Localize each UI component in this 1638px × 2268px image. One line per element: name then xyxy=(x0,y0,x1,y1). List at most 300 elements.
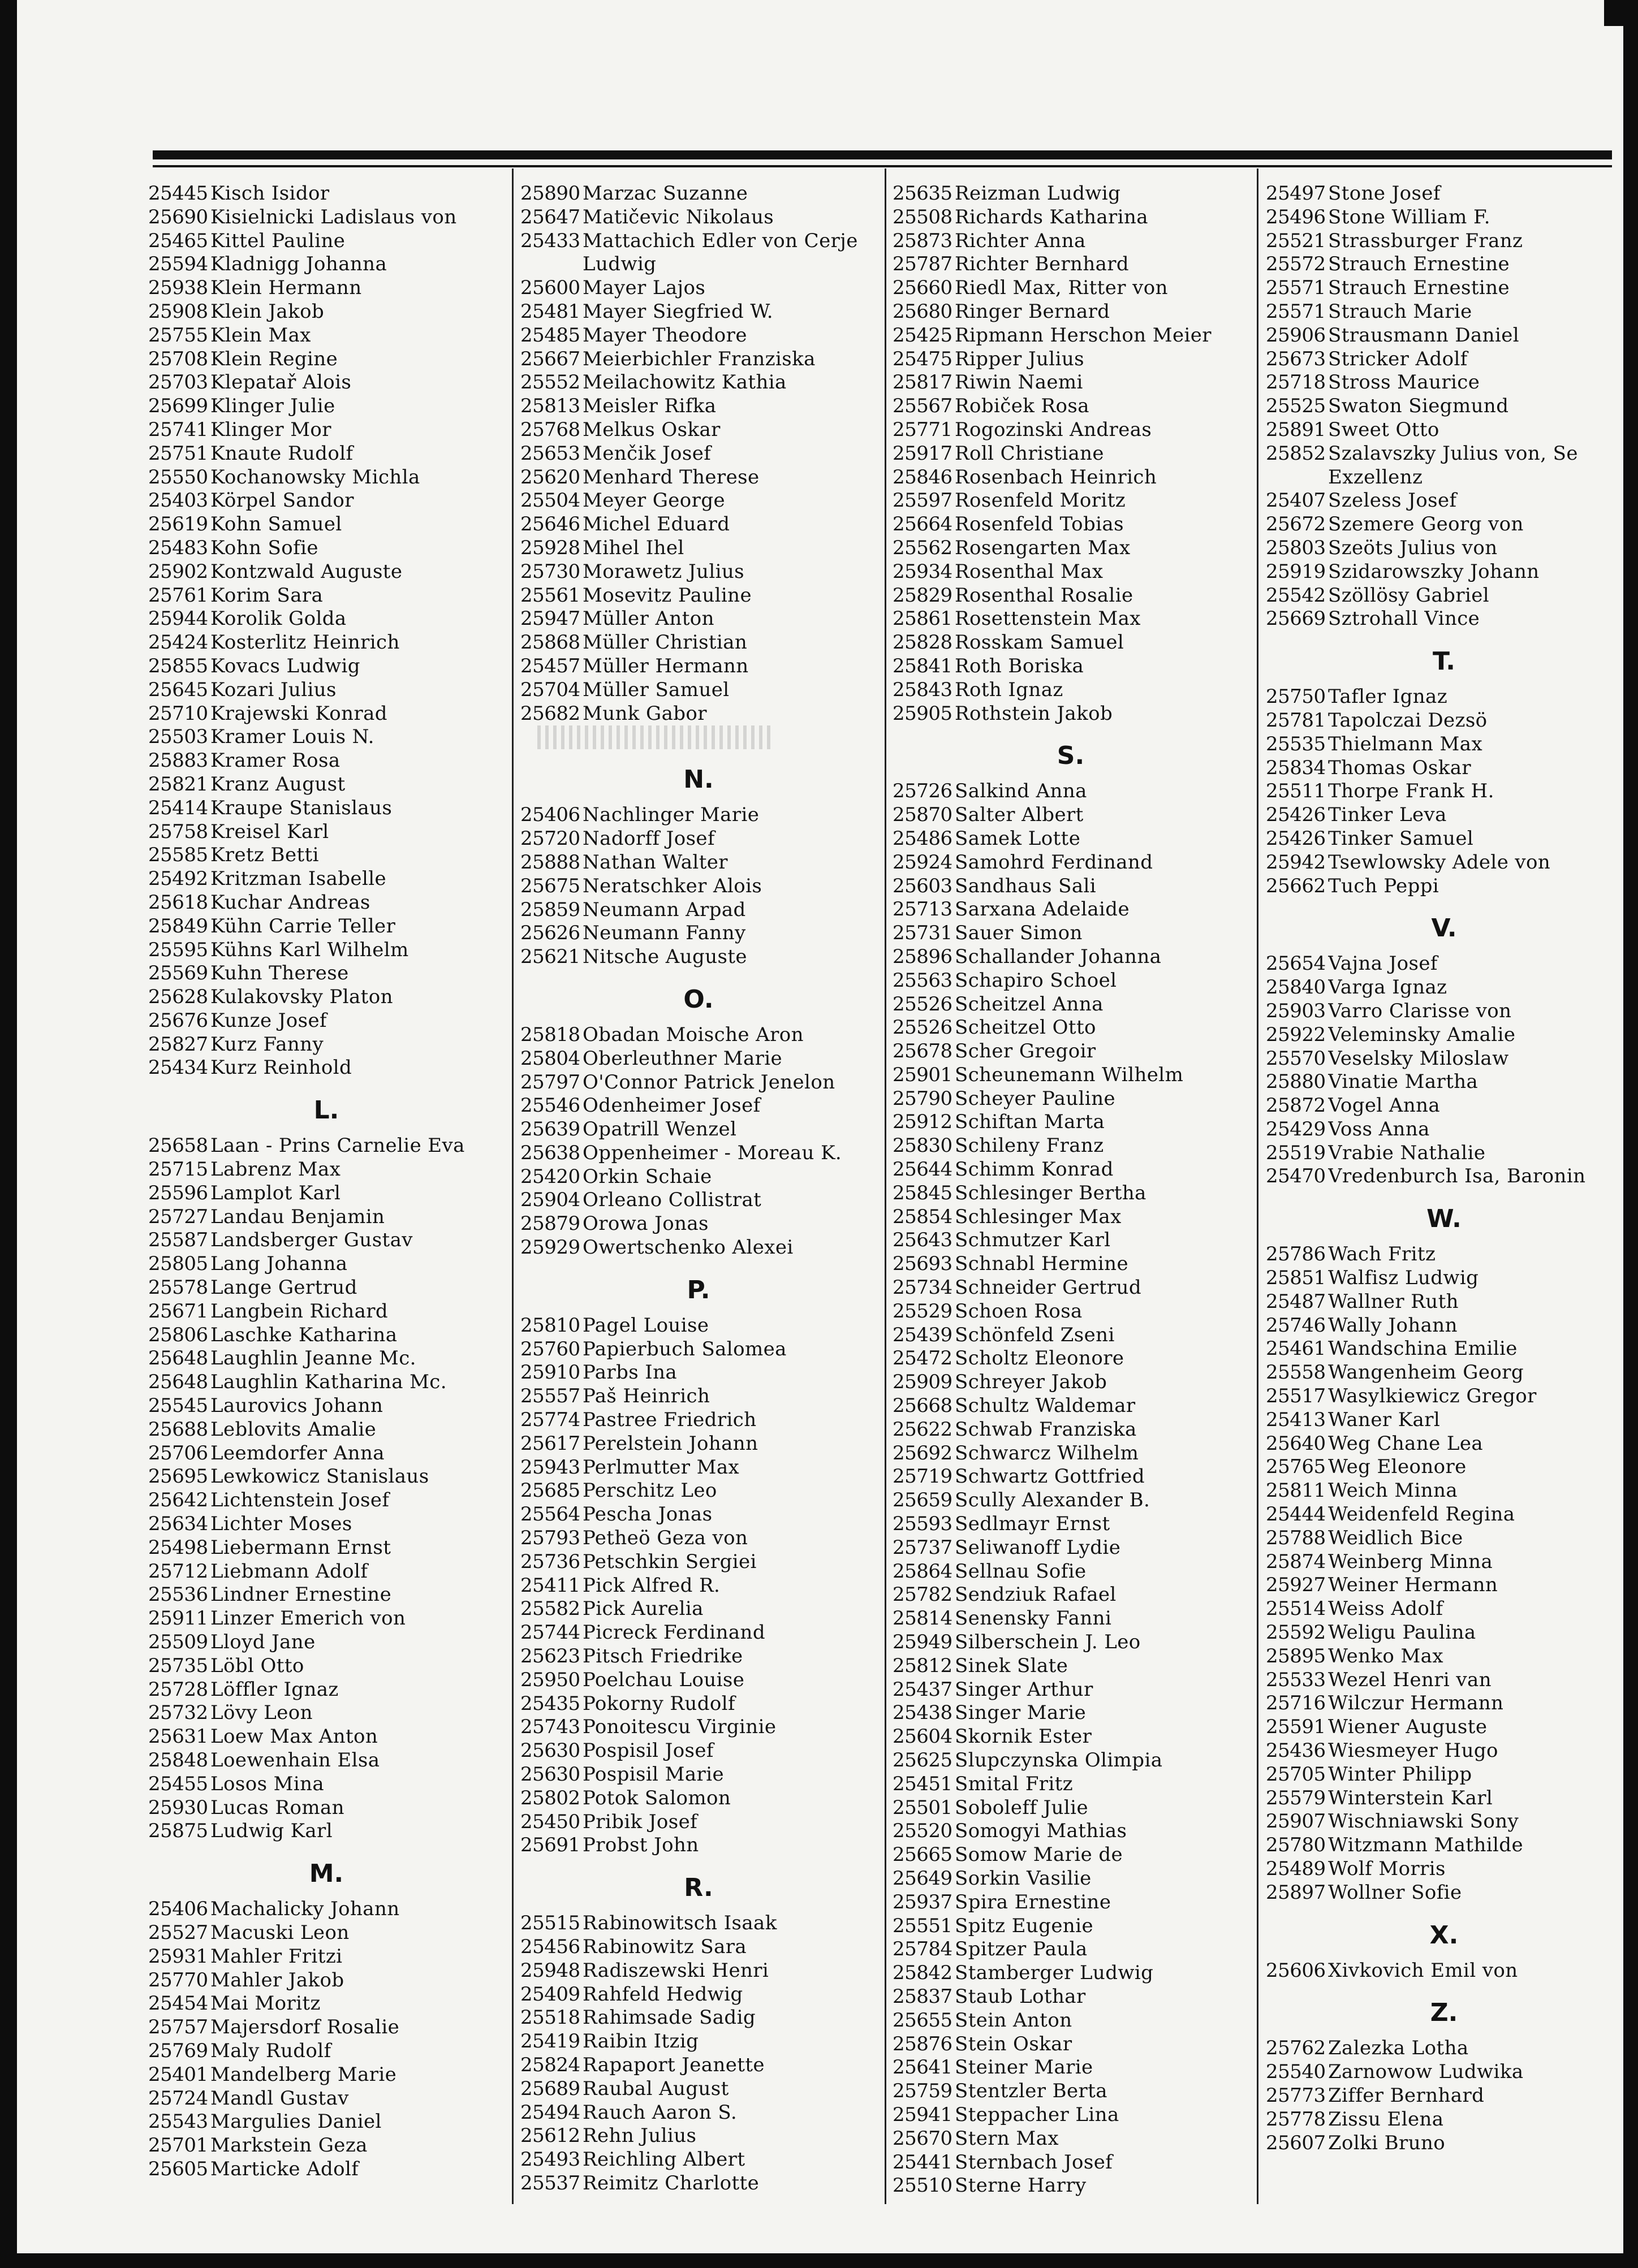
entry-number: 25910 xyxy=(520,1361,580,1384)
entry-name: Klinger Mor xyxy=(210,418,331,441)
directory-entry xyxy=(148,1631,505,1654)
entry-name: Mosevitz Pauline xyxy=(583,584,752,607)
entry-number: 25943 xyxy=(520,1455,580,1479)
entry-number: 25786 xyxy=(1266,1243,1326,1266)
directory-entry xyxy=(520,1983,877,2007)
entry-number: 25527 xyxy=(148,1921,208,1944)
entry-number: 25424 xyxy=(148,631,208,654)
directory-entry xyxy=(148,1182,505,1206)
entry-name: Rosenbach Heinrich xyxy=(955,465,1157,489)
directory-entry xyxy=(893,1796,1249,1820)
directory-entry xyxy=(148,1489,505,1513)
entry-number: 25485 xyxy=(520,323,580,347)
entry-number: 25726 xyxy=(893,780,952,803)
entry-number: 25927 xyxy=(1266,1574,1326,1597)
section-letter: T. xyxy=(1432,647,1456,676)
entry-number: 25664 xyxy=(893,513,952,536)
directory-entry xyxy=(893,513,1249,537)
entry-number: 25543 xyxy=(148,2110,208,2133)
entry-number: 25520 xyxy=(893,1820,952,1843)
entry-name: Kisch Isidor xyxy=(210,182,330,205)
entry-name: Slupczynska Olimpia xyxy=(955,1749,1163,1772)
entry-name: Pagel Louise xyxy=(583,1314,709,1337)
entry-number: 25504 xyxy=(520,489,580,512)
entry-number: 25712 xyxy=(148,1559,208,1583)
entry-number: 25805 xyxy=(148,1252,208,1276)
entry-number: 25854 xyxy=(893,1205,952,1228)
entry-number: 25401 xyxy=(148,2063,208,2086)
entry-name: Reimitz Charlotte xyxy=(583,2171,760,2194)
directory-entry xyxy=(1266,2132,1622,2155)
entry-name: Nathan Walter xyxy=(583,850,728,874)
directory-entry xyxy=(893,277,1249,300)
directory-entry xyxy=(148,466,505,490)
directory-entry xyxy=(1266,1243,1622,1267)
entry-name: Sellnau Sofie xyxy=(955,1559,1087,1583)
entry-number: 25845 xyxy=(893,1181,952,1204)
entry-number: 25843 xyxy=(893,678,952,701)
entry-number: 25567 xyxy=(893,395,952,418)
directory-entry xyxy=(148,371,505,395)
entry-number: 25784 xyxy=(893,1938,952,1961)
entry-number: 25744 xyxy=(520,1621,580,1644)
directory-entry xyxy=(520,1314,877,1338)
entry-name: Maly Rudolf xyxy=(210,2039,331,2062)
directory-entry xyxy=(520,1834,877,1857)
section-letter: V. xyxy=(1431,914,1457,943)
entry-number: 25673 xyxy=(1266,347,1326,370)
scan-border-bottom xyxy=(0,2253,1638,2268)
entry-name: Spitz Eugenie xyxy=(955,1914,1094,1937)
entry-number: 25494 xyxy=(520,2101,580,2124)
directory-entry xyxy=(1266,1455,1622,1479)
entry-number: 25827 xyxy=(148,1033,208,1056)
directory-entry xyxy=(520,1959,877,1983)
entry-number: 25682 xyxy=(520,702,580,725)
directory-entry xyxy=(148,2040,505,2063)
entry-name: Rosettenstein Max xyxy=(955,607,1141,630)
entry-number: 25942 xyxy=(1266,850,1326,874)
entry-name: Smital Fritz xyxy=(955,1772,1074,1795)
directory-entry xyxy=(1266,277,1622,300)
directory-entry xyxy=(520,1503,877,1527)
entry-name: Stentzler Berta xyxy=(955,2080,1107,2103)
directory-entry xyxy=(1266,1645,1622,1669)
directory-entry xyxy=(148,679,505,702)
entry-name: Waner Karl xyxy=(1328,1408,1441,1431)
directory-entry xyxy=(520,2101,877,2125)
entry-name: Wallner Ruth xyxy=(1328,1290,1459,1313)
directory-entry xyxy=(520,182,877,206)
entry-number: 25929 xyxy=(520,1236,580,1259)
entry-name: Perelstein Johann xyxy=(583,1432,758,1455)
entry-name: Stern Max xyxy=(955,2127,1059,2150)
entry-number: 25870 xyxy=(893,803,952,827)
directory-entry xyxy=(893,969,1249,993)
entry-number: 25426 xyxy=(1266,827,1326,850)
entry-number: 25511 xyxy=(1266,780,1326,803)
directory-entry xyxy=(148,631,505,655)
entry-name: Wolf Morris xyxy=(1328,1857,1446,1880)
entry-number: 25645 xyxy=(148,678,208,701)
entry-number: 25830 xyxy=(893,1134,952,1157)
directory-entry xyxy=(148,1921,505,1945)
directory-entry xyxy=(520,371,877,395)
entry-name: Neumann Arpad xyxy=(583,898,746,921)
entry-name: Schnabl Hermine xyxy=(955,1252,1129,1276)
directory-entry xyxy=(893,1962,1249,1985)
entry-number: 25890 xyxy=(520,182,580,205)
entry-name: Scully Alexander B. xyxy=(955,1489,1150,1512)
entry-number: 25912 xyxy=(893,1111,952,1134)
entry-name: Wollner Sofie xyxy=(1328,1881,1462,1904)
entry-number: 25720 xyxy=(520,827,580,850)
entry-name: Opatrill Wenzel xyxy=(583,1118,737,1141)
entry-number: 25728 xyxy=(148,1678,208,1701)
entry-number: 25719 xyxy=(893,1465,952,1488)
directory-entry xyxy=(1266,324,1622,348)
entry-number: 25662 xyxy=(1266,874,1326,897)
entry-name: Tapolczai Dezsö xyxy=(1328,709,1488,732)
directory-entry xyxy=(520,537,877,560)
directory-entry xyxy=(520,2030,877,2054)
directory-entry xyxy=(893,922,1249,945)
entry-number: 25778 xyxy=(1266,2107,1326,2131)
entry-name: Kuchar Andreas xyxy=(210,891,370,914)
directory-entry xyxy=(148,1276,505,1300)
directory-entry xyxy=(520,1574,877,1598)
entry-name: Kühns Karl Wilhelm xyxy=(210,938,409,961)
entry-name: Scheyer Pauline xyxy=(955,1087,1116,1110)
entry-name: Pospisil Marie xyxy=(583,1763,724,1786)
entry-name: Rosskam Samuel xyxy=(955,631,1124,654)
directory-entry xyxy=(520,1236,877,1260)
directory-entry xyxy=(520,2124,877,2148)
directory-entry xyxy=(1266,513,1622,537)
entry-name: Marticke Adolf xyxy=(210,2157,359,2180)
directory-entry xyxy=(148,820,505,844)
entry-number: 25612 xyxy=(520,2124,580,2148)
entry-number: 25514 xyxy=(1266,1597,1326,1621)
directory-entry xyxy=(520,827,877,851)
entry-name: Kurz Reinhold xyxy=(210,1056,352,1079)
entry-number: 25569 xyxy=(148,962,208,985)
entry-number: 25455 xyxy=(148,1772,208,1795)
directory-entry xyxy=(893,1489,1249,1513)
entry-number: 25425 xyxy=(893,323,952,347)
entry-name: Kochanowsky Michla xyxy=(210,465,420,489)
entry-number: 25931 xyxy=(148,1945,208,1968)
entry-name: Lewkowicz Stanislaus xyxy=(210,1465,429,1488)
section-letter: W. xyxy=(1426,1204,1462,1234)
entry-name: Menhard Therese xyxy=(583,465,760,489)
entry-number: 25768 xyxy=(520,418,580,441)
entry-name: Ringer Bernard xyxy=(955,300,1110,323)
directory-entry xyxy=(520,489,877,513)
entry-number: 25896 xyxy=(893,945,952,968)
directory-entry xyxy=(893,655,1249,679)
entry-name: Mayer Siegfried W. xyxy=(583,300,773,323)
entry-number: 25727 xyxy=(148,1205,208,1228)
entry-name: Szöllösy Gabriel xyxy=(1328,584,1490,607)
entry-number: 25806 xyxy=(148,1323,208,1346)
directory-entry xyxy=(148,1560,505,1584)
entry-number: 25944 xyxy=(148,607,208,630)
directory-entry xyxy=(148,1969,505,1993)
entry-name: Kulakovsky Platon xyxy=(210,986,393,1009)
entry-name: Singer Arthur xyxy=(955,1678,1093,1701)
entry-name: Lindner Ernestine xyxy=(210,1583,392,1606)
directory-entry xyxy=(893,1583,1249,1607)
directory-entry xyxy=(893,803,1249,827)
directory-entry xyxy=(520,395,877,418)
directory-entry xyxy=(893,300,1249,324)
entry-name: Veselsky Miloslaw xyxy=(1328,1047,1509,1070)
entry-number: 25761 xyxy=(148,584,208,607)
directory-entry xyxy=(520,2077,877,2101)
entry-number: 25470 xyxy=(1266,1165,1326,1188)
entry-number: 25579 xyxy=(1266,1786,1326,1809)
entry-number: 25708 xyxy=(148,347,208,370)
directory-entry xyxy=(520,2054,877,2077)
entry-number: 25626 xyxy=(520,922,580,945)
directory-entry xyxy=(520,300,877,324)
directory-entry xyxy=(520,230,877,277)
directory-entry xyxy=(1266,418,1622,442)
entry-name: Weg Eleonore xyxy=(1328,1455,1467,1479)
entry-number: 25695 xyxy=(148,1465,208,1488)
entry-number: 25465 xyxy=(148,229,208,252)
directory-entry xyxy=(893,537,1249,560)
entry-number: 25643 xyxy=(893,1229,952,1252)
entry-number: 25437 xyxy=(893,1678,952,1701)
entry-number: 25497 xyxy=(1266,182,1326,205)
directory-entry xyxy=(893,1182,1249,1206)
entry-number: 25660 xyxy=(893,277,952,300)
entry-name: Mahler Fritzi xyxy=(210,1945,343,1968)
directory-entry xyxy=(893,1418,1249,1442)
entry-number: 25414 xyxy=(148,796,208,819)
directory-entry xyxy=(148,749,505,773)
entry-name: Sauer Simon xyxy=(955,922,1083,945)
entry-number: 25557 xyxy=(520,1385,580,1408)
entry-number: 25597 xyxy=(893,489,952,512)
directory-entry xyxy=(893,1654,1249,1678)
directory-entry xyxy=(1266,2084,1622,2108)
entry-name: Szemere Georg von xyxy=(1328,513,1524,536)
directory-entry xyxy=(148,915,505,939)
directory-entry xyxy=(520,1189,877,1212)
directory-entry xyxy=(893,1607,1249,1631)
entry-name: Schreyer Jakob xyxy=(955,1371,1107,1394)
directory-entry xyxy=(1266,1432,1622,1456)
directory-entry xyxy=(148,1583,505,1607)
directory-entry xyxy=(893,1773,1249,1796)
entry-name: Meierbichler Franziska xyxy=(583,347,816,370)
directory-entry xyxy=(148,725,505,749)
entry-number: 25433 xyxy=(520,229,580,252)
directory-entry xyxy=(893,1560,1249,1584)
entry-name: Vajna Josef xyxy=(1328,952,1438,975)
entry-number: 25503 xyxy=(148,725,208,749)
entry-name: Müller Anton xyxy=(583,607,714,630)
entry-number: 25922 xyxy=(1266,1023,1326,1046)
entry-name: Mayer Theodore xyxy=(583,323,747,347)
entry-number: 25905 xyxy=(893,702,952,725)
entry-name: Odenheimer Josef xyxy=(583,1094,761,1117)
entry-name: Owertschenko Alexei xyxy=(583,1236,794,1259)
entry-number: 25788 xyxy=(1266,1526,1326,1549)
entry-name: Reizman Ludwig xyxy=(955,182,1121,205)
entry-number: 25552 xyxy=(520,371,580,394)
entry-number: 25715 xyxy=(148,1158,208,1181)
entry-number: 25407 xyxy=(1266,489,1326,512)
entry-name: Lang Johanna xyxy=(210,1252,348,1276)
entry-name: Senensky Fanni xyxy=(955,1607,1112,1630)
directory-entry xyxy=(893,489,1249,513)
entry-name: Pescha Jonas xyxy=(583,1503,713,1526)
directory-entry xyxy=(520,851,877,875)
entry-number: 25630 xyxy=(520,1739,580,1762)
entry-name: Weiss Adolf xyxy=(1328,1597,1443,1621)
entry-name: Wischniawski Sony xyxy=(1328,1810,1519,1833)
entry-name: Nitsche Auguste xyxy=(583,945,747,969)
name-column-2 xyxy=(520,182,877,2196)
entry-name: Rahimsade Sadig xyxy=(583,2006,756,2029)
entry-number: 25735 xyxy=(148,1654,208,1677)
entry-number: 25904 xyxy=(520,1189,580,1212)
entry-number: 25834 xyxy=(1266,756,1326,779)
directory-entry xyxy=(1266,2060,1622,2084)
entry-name: Rosengarten Max xyxy=(955,536,1131,559)
directory-entry xyxy=(1266,1337,1622,1361)
entry-number: 25487 xyxy=(1266,1290,1326,1313)
entry-number: 25760 xyxy=(520,1337,580,1360)
directory-entry xyxy=(520,1527,877,1550)
entry-number: 25617 xyxy=(520,1432,580,1455)
entry-number: 25817 xyxy=(893,371,952,394)
entry-number: 25765 xyxy=(1266,1455,1326,1479)
entry-name: Probst John xyxy=(583,1834,699,1857)
directory-entry xyxy=(1266,1857,1622,1881)
entry-name: Szeöts Julius von xyxy=(1328,536,1498,559)
entry-number: 25947 xyxy=(520,607,580,630)
entry-number: 25903 xyxy=(1266,999,1326,1022)
entry-number: 25646 xyxy=(520,513,580,536)
entry-number: 25536 xyxy=(148,1583,208,1606)
entry-number: 25436 xyxy=(1266,1739,1326,1762)
entry-name: Strauch Ernestine xyxy=(1328,253,1510,276)
directory-entry xyxy=(148,655,505,679)
entry-number: 25435 xyxy=(520,1692,580,1715)
entry-name: Singer Marie xyxy=(955,1701,1087,1725)
entry-number: 25521 xyxy=(1266,229,1326,252)
entry-name: Sweet Otto xyxy=(1328,418,1439,441)
entry-number: 25625 xyxy=(893,1749,952,1772)
entry-number: 25600 xyxy=(520,277,580,300)
entry-name: Petschkin Sergiei xyxy=(583,1550,757,1573)
entry-name: Petheö Geza von xyxy=(583,1527,748,1550)
directory-entry xyxy=(1266,348,1622,371)
directory-entry xyxy=(1266,584,1622,608)
directory-entry xyxy=(1266,1716,1622,1739)
scan-border-right xyxy=(1623,0,1638,2268)
entry-number: 25705 xyxy=(1266,1762,1326,1786)
directory-entry xyxy=(148,537,505,560)
directory-entry xyxy=(520,324,877,348)
directory-entry xyxy=(520,607,877,631)
entry-number: 25409 xyxy=(520,1982,580,2006)
entry-name: Liebmann Adolf xyxy=(210,1559,368,1583)
entry-name: Meisler Rifka xyxy=(583,395,717,418)
directory-entry xyxy=(1266,875,1622,898)
entry-number: 25678 xyxy=(893,1040,952,1063)
entry-name: Sedlmayr Ernst xyxy=(955,1513,1110,1536)
directory-entry xyxy=(893,1394,1249,1418)
entry-name: Rosenthal Max xyxy=(955,560,1104,583)
directory-entry xyxy=(148,1898,505,1921)
header-rule xyxy=(153,150,1612,159)
entry-name: Walfisz Ludwig xyxy=(1328,1267,1479,1290)
entry-number: 25859 xyxy=(520,898,580,921)
entry-name: Stross Maurice xyxy=(1328,371,1480,394)
entry-number: 25846 xyxy=(893,465,952,489)
entry-number: 25456 xyxy=(520,1936,580,1958)
entry-number: 25635 xyxy=(893,182,952,205)
entry-name: Kuhn Therese xyxy=(210,962,349,985)
entry-name: Munk Gabor xyxy=(583,702,707,725)
entry-number: 25605 xyxy=(148,2157,208,2180)
entry-name: Lövy Leon xyxy=(210,1701,313,1725)
directory-entry xyxy=(520,1669,877,1692)
directory-entry xyxy=(893,206,1249,230)
entry-name: Ripper Julius xyxy=(955,347,1085,370)
entry-number: 25703 xyxy=(148,371,208,394)
entry-name: Pitsch Friedrike xyxy=(583,1645,743,1668)
entry-number: 25594 xyxy=(148,253,208,276)
entry-name: Mattachich Edler von Cerje Ludwig xyxy=(583,229,858,276)
print-smudge xyxy=(537,725,775,749)
directory-entry xyxy=(1266,780,1622,803)
entry-name: Pick Aurelia xyxy=(583,1597,704,1621)
directory-entry xyxy=(148,1513,505,1536)
entry-name: Ponoitescu Virginie xyxy=(583,1716,777,1739)
directory-entry xyxy=(148,418,505,442)
entry-number: 25517 xyxy=(1266,1385,1326,1408)
directory-entry xyxy=(148,1536,505,1560)
entry-number: 25907 xyxy=(1266,1810,1326,1833)
entry-name: Oberleuthner Marie xyxy=(583,1047,783,1070)
directory-entry xyxy=(148,2087,505,2111)
entry-name: Mandl Gustav xyxy=(210,2086,349,2110)
entry-name: Kretz Betti xyxy=(210,844,319,867)
directory-entry xyxy=(1266,1000,1622,1023)
entry-number: 25941 xyxy=(893,2103,952,2126)
directory-entry xyxy=(893,1087,1249,1111)
entry-name: Löffler Ignaz xyxy=(210,1678,339,1701)
entry-number: 25496 xyxy=(1266,205,1326,228)
entry-number: 25649 xyxy=(893,1867,952,1890)
directory-entry xyxy=(520,1385,877,1409)
entry-number: 25743 xyxy=(520,1716,580,1739)
directory-entry xyxy=(148,1056,505,1080)
entry-number: 25630 xyxy=(520,1763,580,1786)
entry-number: 25648 xyxy=(148,1371,208,1394)
entry-number: 25406 xyxy=(520,803,580,827)
entry-name: Ripmann Herschon Meier xyxy=(955,323,1212,347)
entry-name: Weiner Hermann xyxy=(1328,1574,1498,1597)
entry-name: Obadan Moische Aron xyxy=(583,1023,804,1046)
